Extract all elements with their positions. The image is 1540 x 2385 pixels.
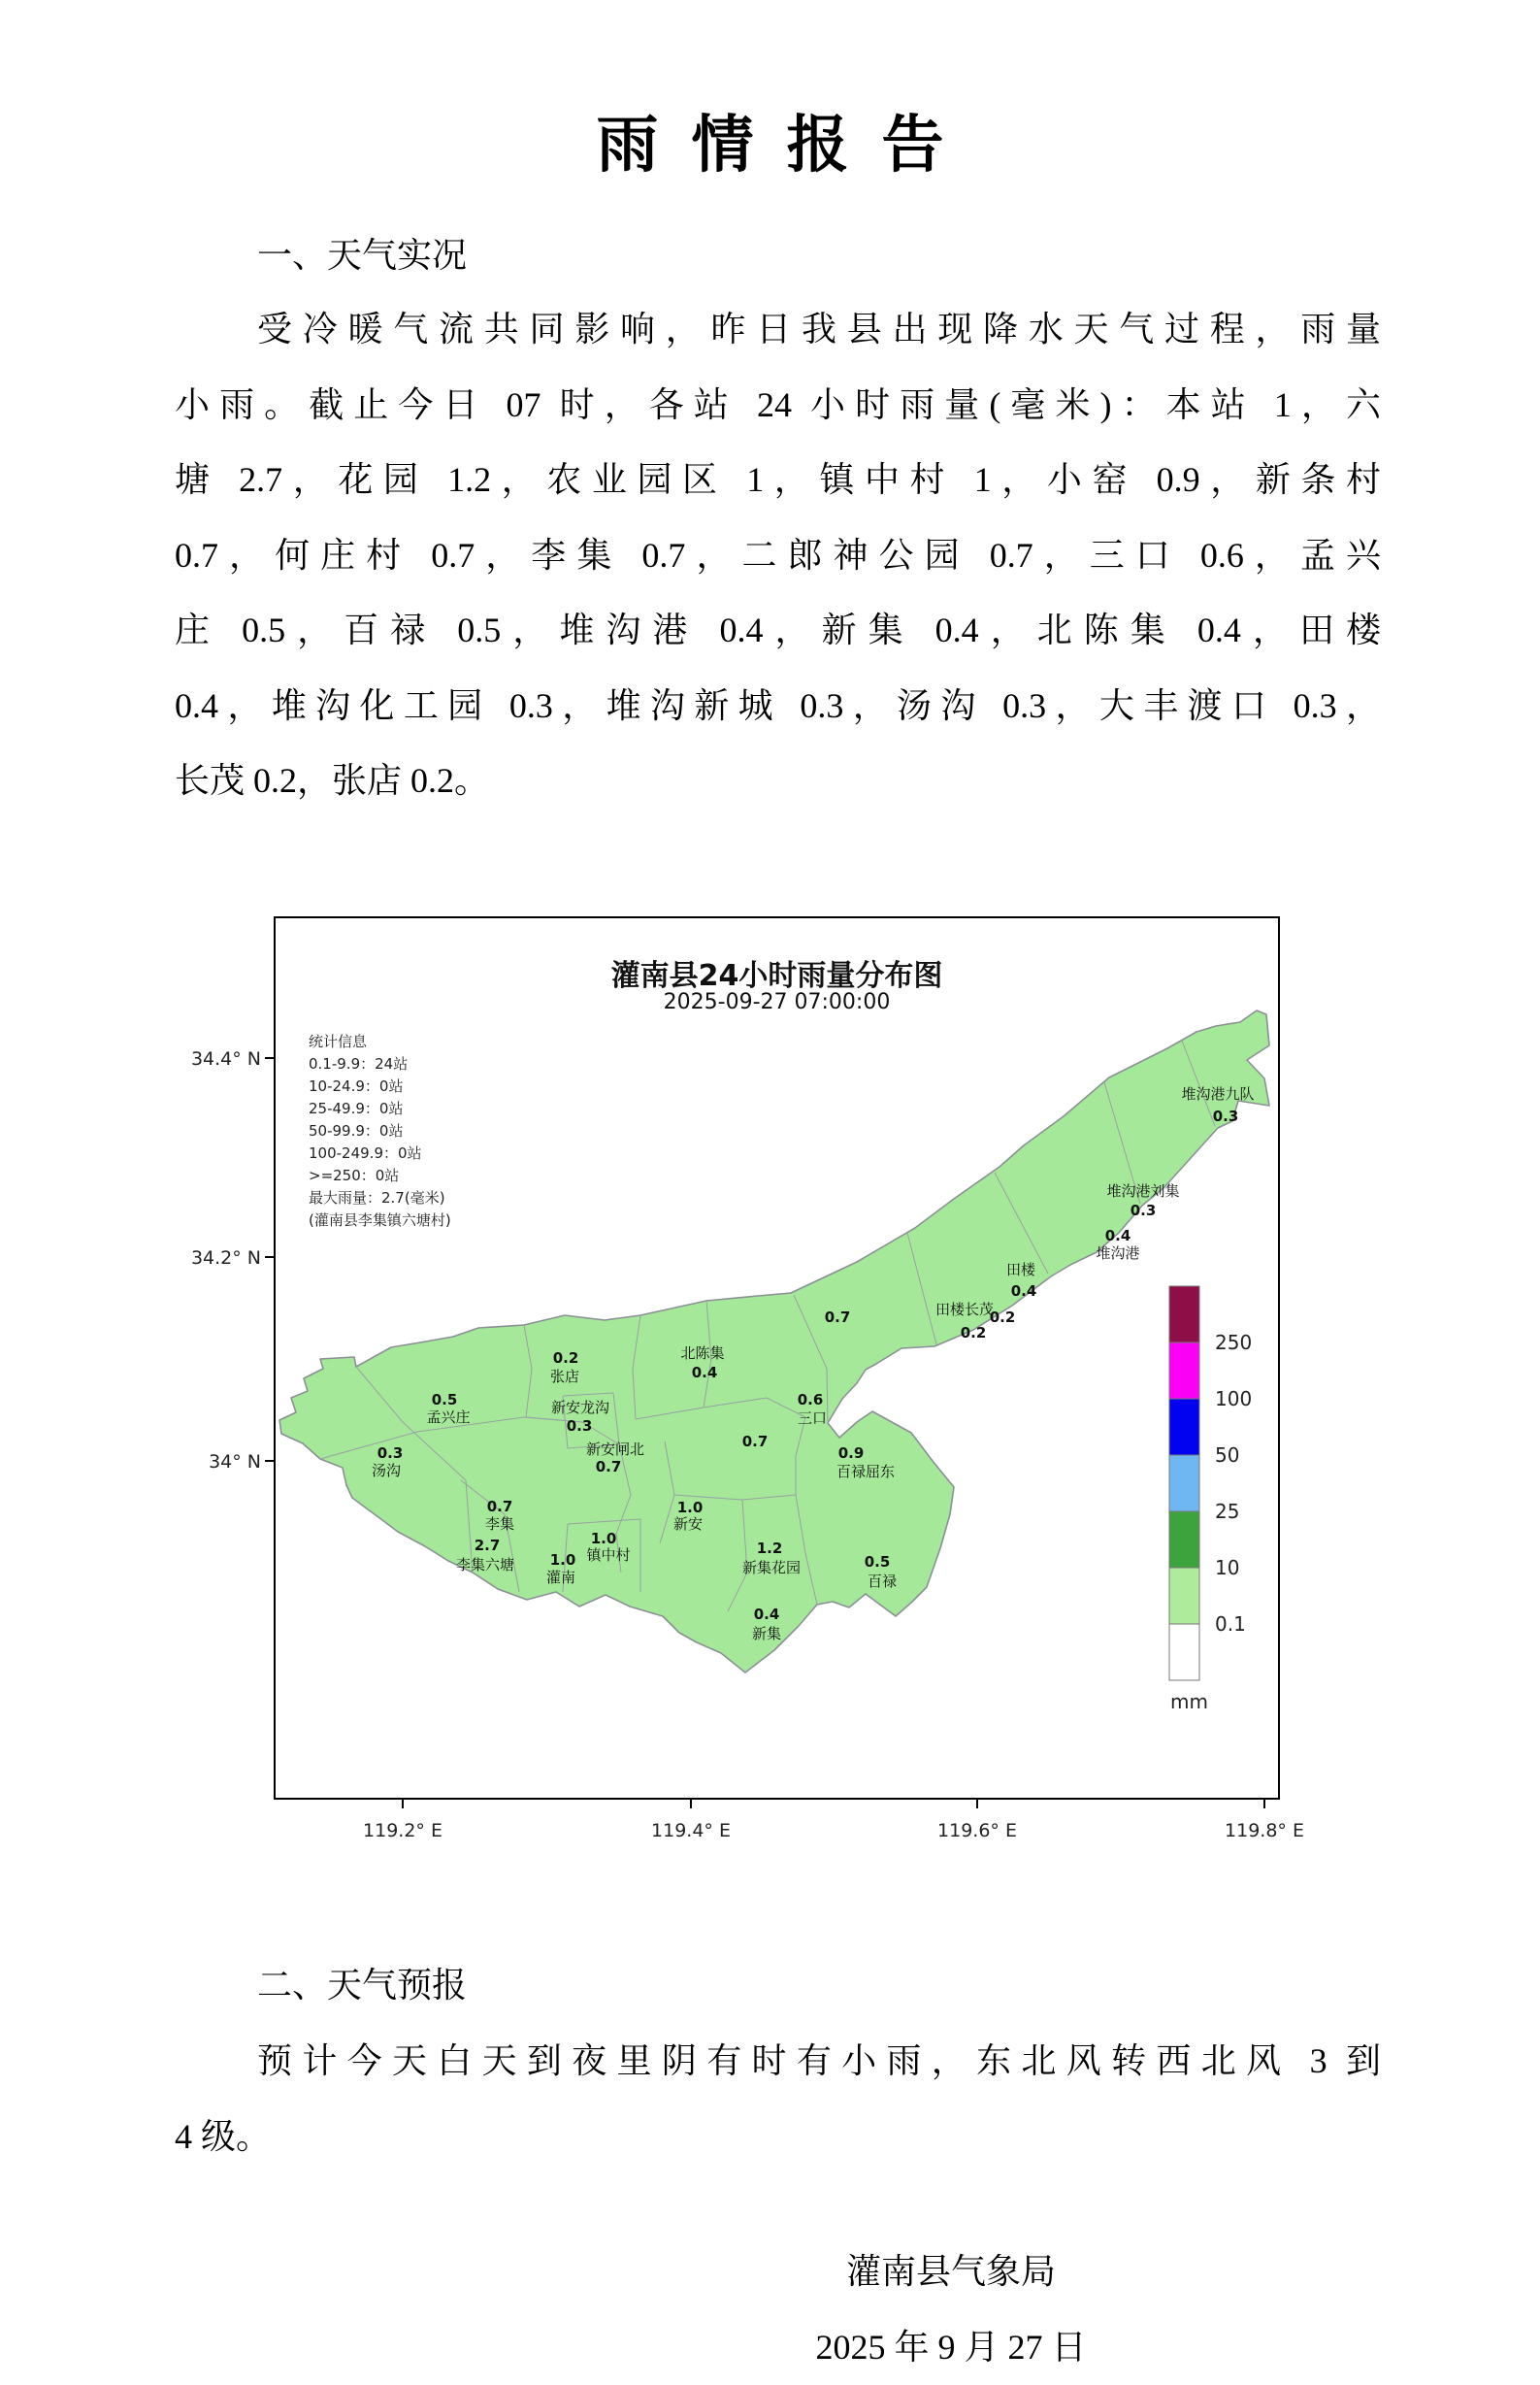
station-value-label: 0.7 <box>741 1433 769 1450</box>
body-line: 0.4，堆沟化工园 0.3，堆沟新城 0.3，汤沟 0.3，大丰渡口 0.3， <box>175 685 1381 725</box>
station-name-label: 北陈集 <box>680 1344 725 1362</box>
section1-heading: 一、天气实况 <box>257 236 468 275</box>
stats-line: 25-49.9：0站 <box>309 1100 404 1117</box>
station-value-label: 1.0 <box>549 1551 576 1569</box>
station-value-label: 0.9 <box>837 1444 865 1462</box>
station-value-label: 0.3 <box>1212 1108 1239 1125</box>
station-name-label: 堆沟港 <box>1096 1244 1140 1262</box>
station-name-label: 新安龙沟 <box>550 1399 610 1416</box>
station-value-label: 0.7 <box>824 1308 851 1326</box>
station-value-label: 0.2 <box>552 1349 579 1367</box>
station-value-label: 0.7 <box>486 1498 513 1515</box>
map-statistics-box <box>309 1031 451 1232</box>
legend-band <box>1169 1286 1199 1342</box>
issuing-agency: 灌南县气象局 <box>845 2252 1056 2291</box>
legend-band <box>1169 1624 1199 1680</box>
body-line: 0.7，何庄村 0.7，李集 0.7，二郎神公园 0.7，三口 0.6，孟兴 <box>175 535 1381 575</box>
y-tick-label: 34.4° N <box>190 1048 261 1070</box>
station-name-label: 镇中村 <box>586 1546 631 1564</box>
station-value-label: 0.4 <box>753 1606 780 1623</box>
forecast-paragraph <box>175 2024 1381 2174</box>
station-value-label: 0.4 <box>1010 1282 1037 1300</box>
station-value-label: 0.5 <box>864 1553 891 1571</box>
station-name-label: 李集六塘 <box>455 1556 515 1573</box>
station-name-label: 田楼长茂 <box>934 1301 995 1318</box>
stats-line: (灌南县李集镇六塘村) <box>309 1211 451 1229</box>
station-name-label: 新集 <box>751 1625 782 1642</box>
station-name-label: 新安闸北 <box>585 1441 645 1458</box>
station-value-label: 1.0 <box>590 1530 617 1547</box>
station-value-label: 1.2 <box>756 1540 783 1557</box>
body-line: 受冷暖气流共同影响，昨日我县出现降水天气过程，雨量 <box>257 310 1381 348</box>
x-tick-label: 119.4° E <box>651 1820 731 1841</box>
station-value-label: 0.3 <box>377 1444 404 1462</box>
x-tick-label: 119.2° E <box>363 1820 442 1841</box>
issue-date: 2025 年 9 月 27 日 <box>815 2328 1087 2367</box>
weather-summary-paragraph <box>175 292 1381 819</box>
station-value-label: 2.7 <box>474 1537 501 1554</box>
rainfall-map <box>175 912 1417 1912</box>
stats-line: 最大雨量：2.7(毫米) <box>309 1189 445 1207</box>
map-subtitle: 2025-09-27 07:00:00 <box>663 990 891 1014</box>
legend-tick-label: 0.1 <box>1215 1612 1246 1636</box>
station-value-label: 1.0 <box>676 1499 704 1516</box>
station-name-label: 三口 <box>797 1409 828 1427</box>
station-value-label: 0.5 <box>431 1391 458 1408</box>
legend-band <box>1169 1342 1199 1399</box>
station-name-label: 李集 <box>484 1515 515 1533</box>
station-value-label: 0.2 <box>989 1308 1016 1326</box>
section2-heading: 二、天气预报 <box>257 1966 468 2004</box>
legend-unit-label: mm <box>1170 1690 1208 1713</box>
map-title: 灌南县24小时雨量分布图 <box>610 959 943 993</box>
station-value-label: 0.6 <box>797 1391 824 1408</box>
legend-band <box>1169 1568 1199 1624</box>
body-line: 庄 0.5，百禄 0.5，堆沟港 0.4，新集 0.4，北陈集 0.4，田楼 <box>175 611 1381 649</box>
stats-line: 100-249.9：0站 <box>309 1144 422 1162</box>
station-value-label: 0.4 <box>1104 1227 1131 1244</box>
x-tick-label: 119.6° E <box>937 1820 1017 1841</box>
legend-tick-label: 100 <box>1215 1387 1253 1410</box>
station-name-label: 新安 <box>672 1515 704 1533</box>
legend-tick-label: 10 <box>1215 1556 1240 1579</box>
x-tick-label: 119.8° E <box>1225 1820 1304 1841</box>
station-name-label: 百禄屈东 <box>836 1463 896 1480</box>
station-name-label: 孟兴庄 <box>426 1408 471 1426</box>
station-name-label: 新集花园 <box>741 1559 802 1576</box>
body-line: 塘 2.7，花园 1.2，农业园区 1，镇中村 1，小窑 0.9，新条村 <box>175 460 1381 499</box>
stats-line: 统计信息 <box>309 1033 368 1050</box>
legend-band <box>1169 1455 1199 1511</box>
station-value-label: 0.3 <box>1130 1202 1157 1219</box>
legend-band <box>1169 1399 1199 1455</box>
body-line: 4 级。 <box>175 2116 272 2156</box>
station-value-label: 0.3 <box>566 1417 593 1435</box>
body-line: 长茂 0.2，张店 0.2。 <box>175 761 490 800</box>
station-name-label: 张店 <box>549 1368 580 1385</box>
y-tick-label: 34° N <box>209 1451 261 1473</box>
y-tick-label: 34.2° N <box>190 1247 261 1269</box>
legend-tick-label: 25 <box>1215 1500 1240 1523</box>
legend-tick-label: 250 <box>1215 1331 1253 1354</box>
document-title: 雨情报告 <box>596 111 977 180</box>
stats-line: 50-99.9：0站 <box>309 1122 404 1140</box>
stats-line: 0.1-9.9：24站 <box>309 1055 409 1073</box>
legend-band <box>1169 1511 1199 1568</box>
station-name-label: 田楼 <box>1005 1261 1036 1278</box>
station-name-label: 堆沟港刘集 <box>1106 1182 1180 1200</box>
stats-line: >=250：0站 <box>309 1167 400 1184</box>
station-value-label: 0.2 <box>960 1324 987 1342</box>
signature-block <box>679 2234 1223 2385</box>
station-value-label: 0.7 <box>595 1458 622 1475</box>
station-name-label: 堆沟港九队 <box>1181 1085 1255 1103</box>
station-name-label: 百禄 <box>867 1573 898 1590</box>
station-name-label: 灌南 <box>545 1569 576 1586</box>
legend-tick-label: 50 <box>1215 1443 1240 1467</box>
station-name-label: 汤沟 <box>371 1462 402 1479</box>
stats-line: 10-24.9：0站 <box>309 1077 404 1095</box>
body-line: 预计今天白天到夜里阴有时有小雨，东北风转西北风 3 到 <box>257 2041 1381 2080</box>
body-line: 小雨。截止今日 07 时，各站 24 小时雨量(毫米)：本站 1，六 <box>175 384 1381 424</box>
station-value-label: 0.4 <box>691 1364 718 1381</box>
